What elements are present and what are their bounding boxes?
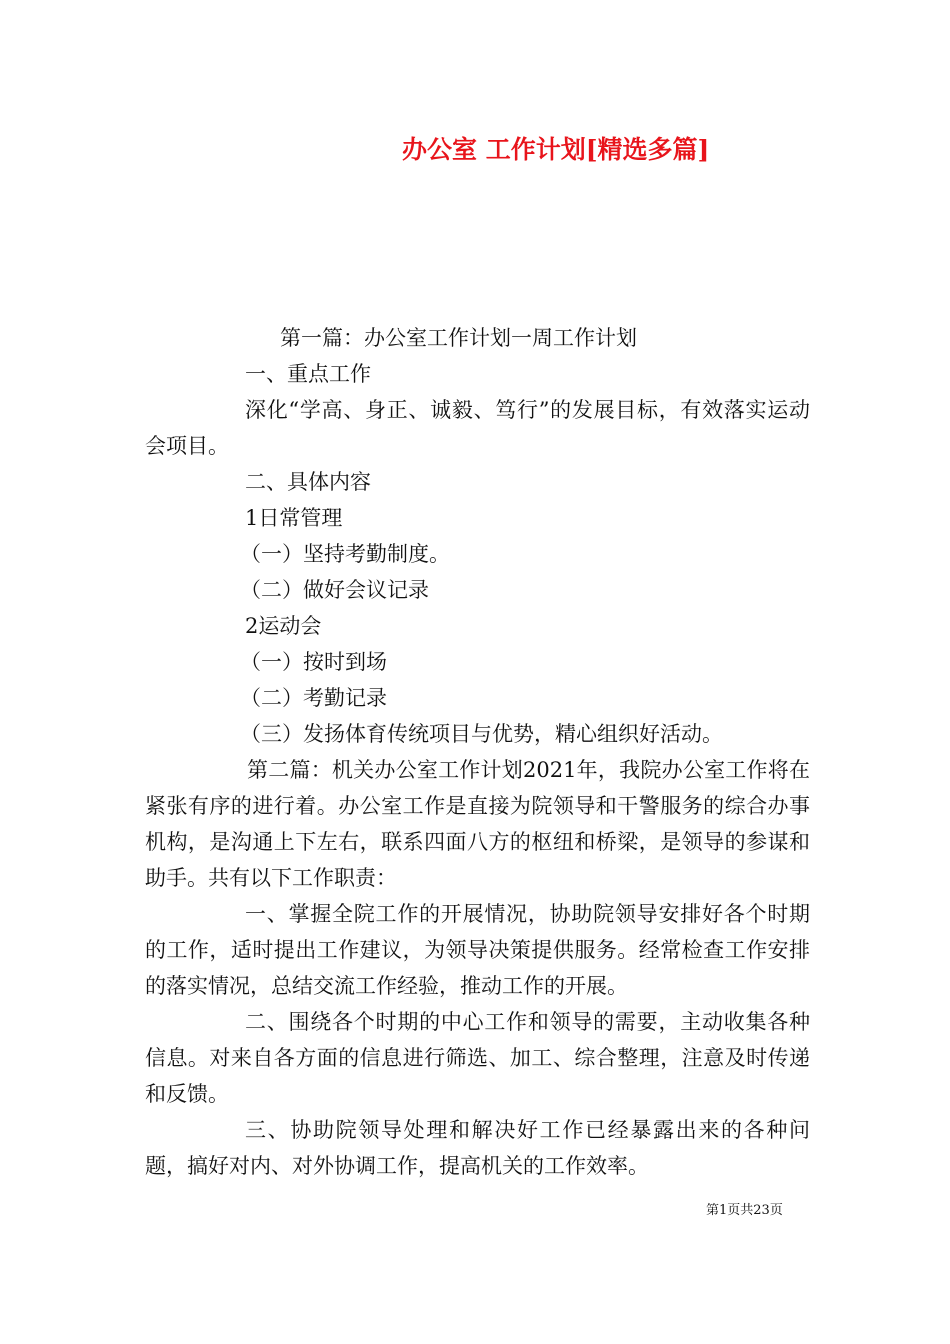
paragraph-duty-1: 一、掌握全院工作的开展情况，协助院领导安排好各个时期的工作，适时提出工作建议，为领导决策提供服务。经常检查工作安排的落实情况，总结交流工作经验，推动工作的开展。: [145, 902, 810, 998]
item-attendance: （一）坚持考勤制度。: [240, 542, 450, 566]
item-sports-meet: 2运动会: [245, 614, 322, 638]
document-body: [145, 320, 810, 1184]
paragraph-duty-2: 二、围绕各个时期的中心工作和领导的需要，主动收集各种信息。对来自各方面的信息进行筛选、加工、综合整理，注意及时传递和反馈。: [145, 1010, 810, 1106]
heading-details: 二、具体内容: [245, 470, 371, 494]
item-organize-activities: （三）发扬体育传统项目与优势，精心组织好活动。: [240, 722, 723, 746]
section-heading-1: 第一篇：办公室工作计划一周工作计划: [280, 326, 637, 350]
section-heading-2-paragraph: 第二篇：机关办公室工作计划2021年，我院办公室工作将在紧张有序的进行着。办公室工作是直接为院领导和干警服务的综合办事机构，是沟通上下左右，联系四面八方的枢纽和桥梁，是领导的参谋和助手。共有以下工作职责：: [145, 758, 810, 890]
item-meeting-minutes: （二）做好会议记录: [240, 578, 429, 602]
item-daily-management: 1日常管理: [245, 506, 343, 530]
page-number: 第1页共23页: [706, 1203, 783, 1218]
heading-key-work: 一、重点工作: [245, 362, 371, 386]
item-attendance-record: （二）考勤记录: [240, 686, 387, 710]
paragraph-goal: 深化“学高、身正、诚毅、笃行”的发展目标，有效落实运动会项目。: [145, 398, 810, 458]
document-title: 办公室 工作计划[精选多篇]: [402, 135, 710, 164]
paragraph-duty-3: 三、协助院领导处理和解决好工作已经暴露出来的各种问题，搞好对内、对外协调工作，提高机关的工作效率。: [145, 1118, 810, 1178]
item-on-time: （一）按时到场: [240, 650, 387, 674]
